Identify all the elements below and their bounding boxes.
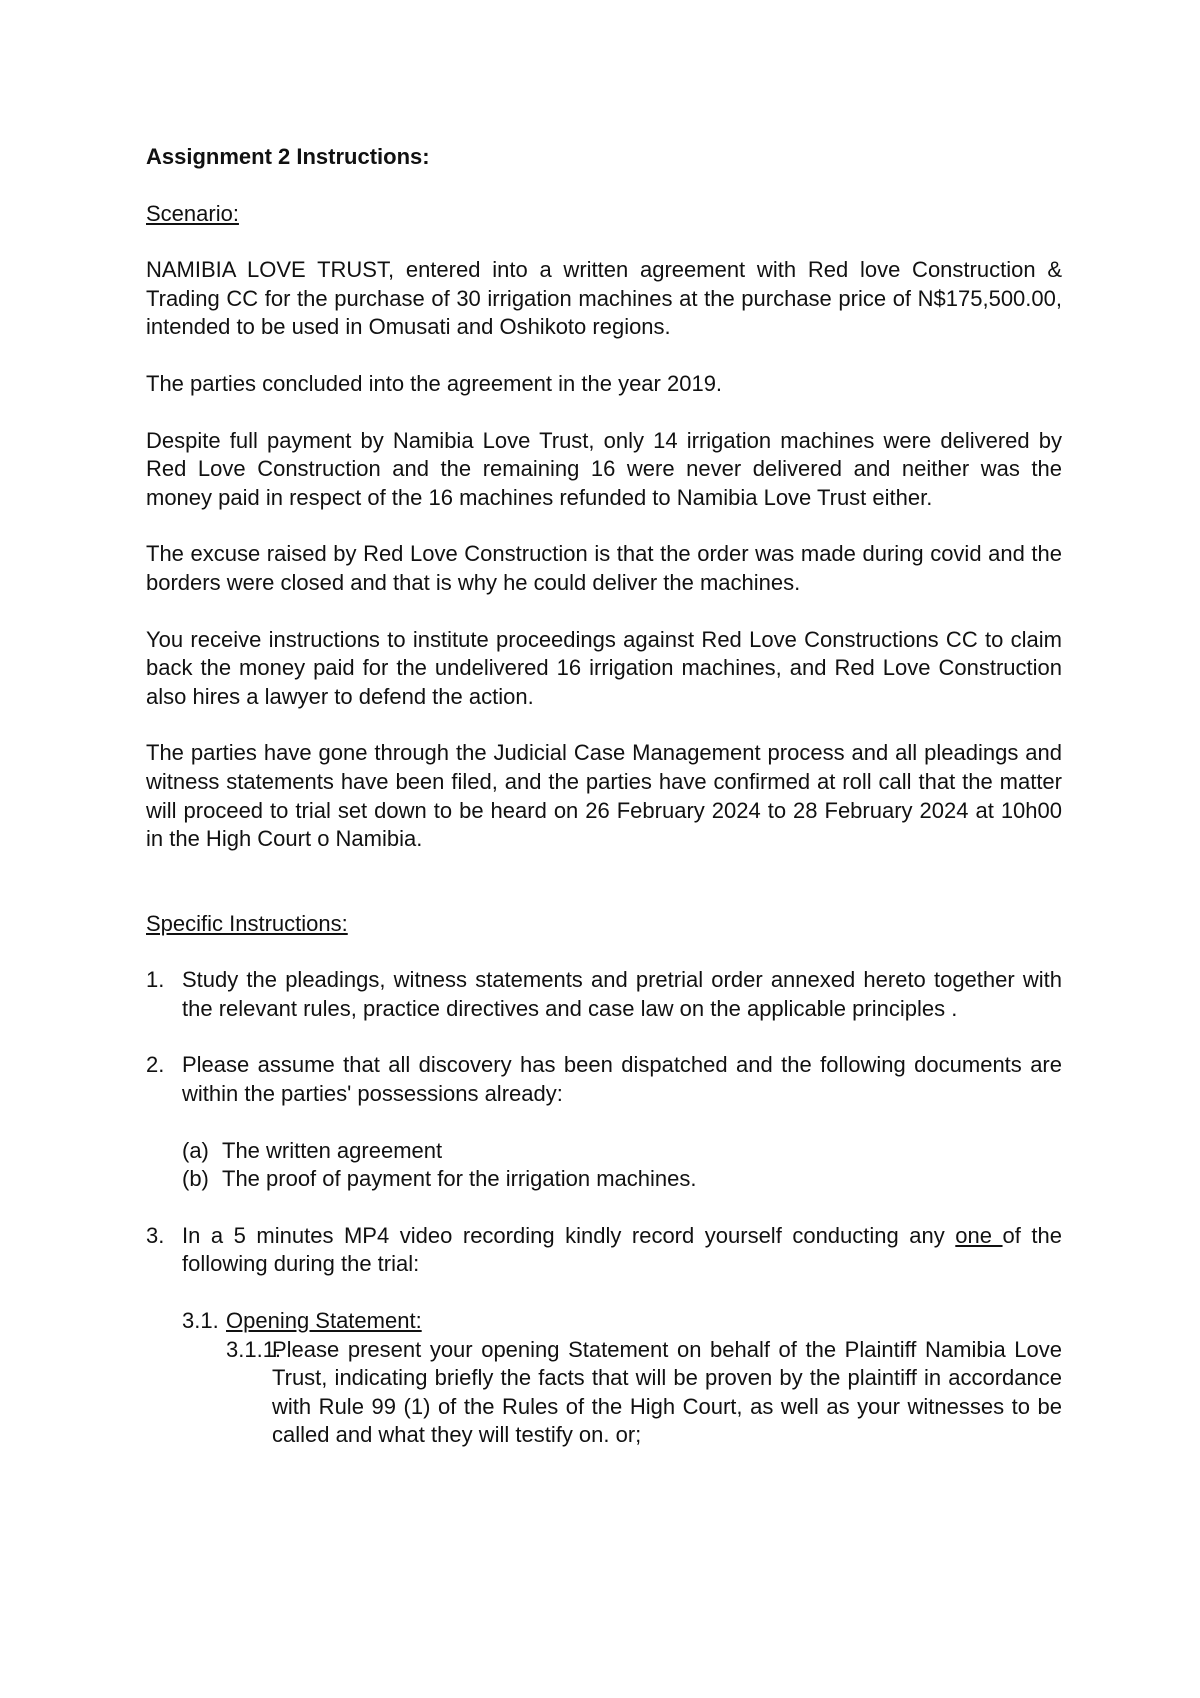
instruction-number: 3. — [146, 1222, 165, 1248]
opening-statement-item — [226, 1336, 1062, 1450]
document-item-text: The proof of payment for the irrigation machines. — [222, 1166, 697, 1192]
instruction-item-3 — [146, 1222, 1062, 1279]
instruction-text-before: In a 5 minutes MP4 video recording kindly record yourself conducting any — [182, 1222, 956, 1248]
section-title: Opening Statement: — [226, 1308, 422, 1334]
instruction-number: 2. — [146, 1052, 165, 1078]
document-list-item — [182, 1165, 1062, 1194]
specific-instructions-title: Specific Instructions: — [146, 910, 348, 936]
document-item-letter: (b) — [182, 1166, 209, 1192]
document-item-letter: (a) — [182, 1137, 209, 1163]
instruction-text: Please assume that all discovery has been dispatched and the following documents are within the parties' possessions already: — [182, 1052, 1062, 1107]
instruction-number: 1. — [146, 967, 165, 993]
scenario-paragraph-5: You receive instructions to institute proceedings against Red Love Constructions CC to claim back the money paid for the undelivered 16 irrigation machines, and Red Love Construction also hires a lawyer to defend the action. — [146, 626, 1062, 709]
opening-statement-section — [182, 1307, 1062, 1336]
scenario-paragraph-4: The excuse raised by Red Love Construction is that the order was made during covid and the borders were closed and that is why he could deliver the machines. — [146, 541, 1062, 595]
scenario-paragraph-1: NAMIBIA LOVE TRUST, entered into a written agreement with Red love Construction & Trading CC for the purchase of 30 irrigation machines at the purchase price of N$175,500.00, intended to be used in Omusati and Oshikoto regions. — [146, 257, 1062, 340]
instruction-text: Study the pleadings, witness statements and pretrial order annexed hereto together with the relevant rules, practice directives and case law on the applicable principles . — [182, 967, 1062, 1021]
scenario-title: Scenario: — [146, 200, 239, 226]
item-number: 3.1.1. — [226, 1336, 282, 1362]
item-text: Please present your opening Statement on behalf of the Plaintiff Namibia Love Trust, indicating briefly the facts that will be proven by the plaintiff in accordance with Rule 99 (1) of the Rules of the High Court, as well as your witnesses to be called and what they will testify on. or; — [272, 1336, 1062, 1448]
scenario-paragraph-2: The parties concluded into the agreement in the year 2019. — [146, 370, 723, 396]
assignment-heading: Assignment 2 Instructions: — [146, 144, 430, 169]
documents-list — [146, 1137, 1062, 1194]
instruction-item-2 — [146, 1051, 1062, 1108]
instruction-text-underlined: one — [955, 1222, 1003, 1248]
instruction-text-after: of the following during the trial: — [182, 1222, 1063, 1277]
document-item-text: The written agreement — [222, 1137, 443, 1163]
scenario-paragraph-6: The parties have gone through the Judicial Case Management process and all pleadings and witness statements have been filed, and the parties have confirmed at roll call that the matter will proceed to trial set down to be heard on 26 February 2024 to 28 February 2024 at 10h00 in the High Court o Namibia. — [146, 740, 1062, 852]
document-page — [146, 143, 1062, 1450]
document-list-item — [182, 1137, 1062, 1166]
scenario-paragraph-3: Despite full payment by Namibia Love Trust, only 14 irrigation machines were delivered by Red Love Construction and the remaining 16 were never delivered and neither was the money paid in respect of the 16 machines refunded to Namibia Love Trust either. — [146, 427, 1062, 510]
section-number: 3.1. — [182, 1308, 219, 1334]
instruction-item-1 — [146, 966, 1062, 1023]
